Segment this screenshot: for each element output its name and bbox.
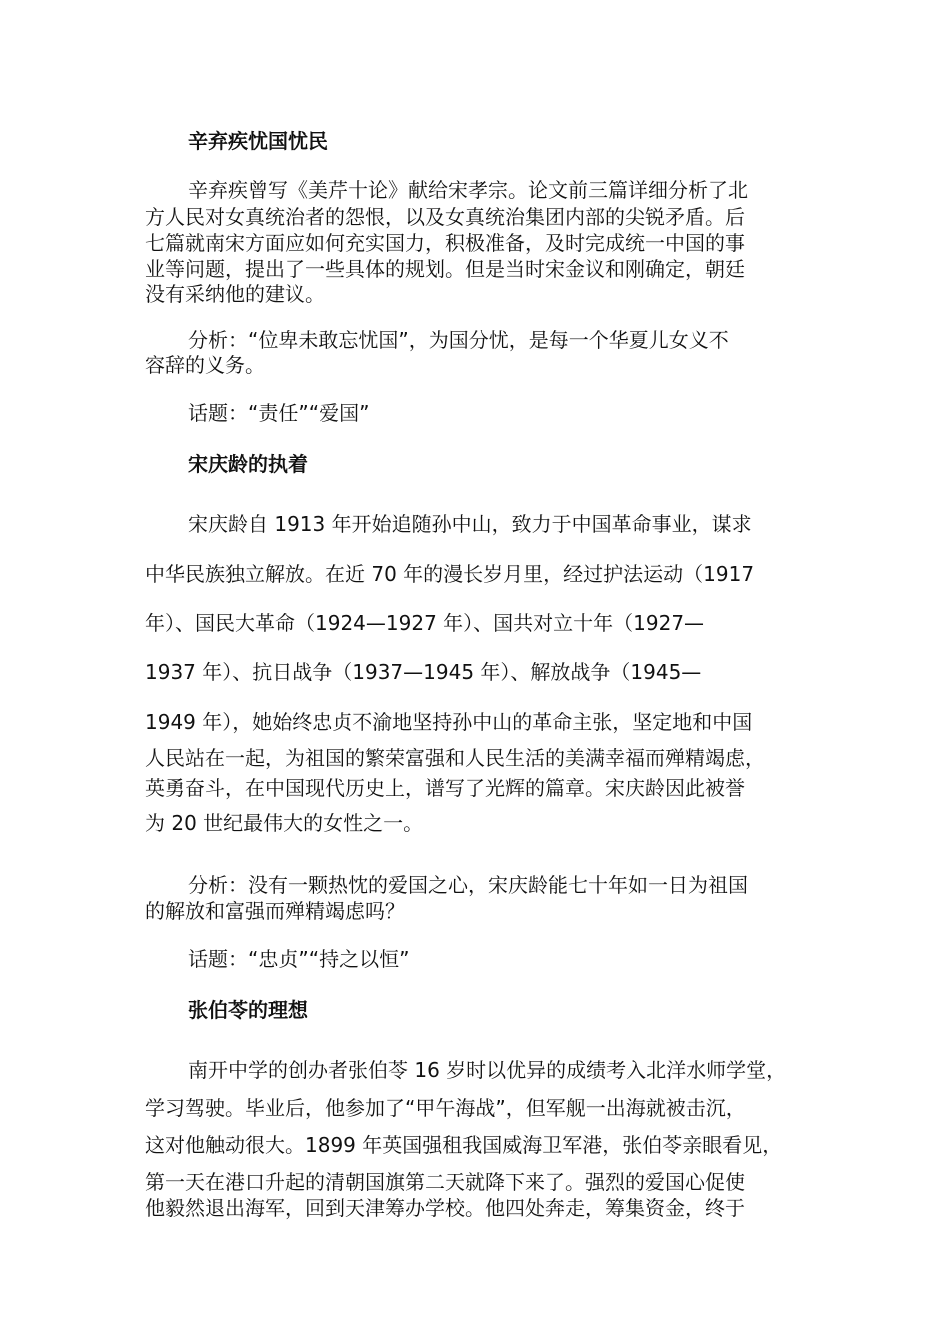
paragraph-line: 中华民族独立解放。在近 70 年的漫长岁月里，经过护法运动（1917	[145, 562, 755, 586]
paragraph-line: 他毅然退出海军，回到天津筹办学校。他四处奔走，筹集资金，终于	[145, 1196, 745, 1220]
paragraph-line: 1949 年），她始终忠贞不渝地坚持孙中山的革命主张，坚定地和中国	[145, 710, 753, 734]
section-title-zhang-boling: 张伯苓的理想	[188, 998, 308, 1022]
paragraph-line: 宋庆龄自 1913 年开始追随孙中山，致力于中国革命事业，谋求	[188, 512, 752, 536]
topic-line: 话题：“责任”“爱国”	[188, 401, 370, 425]
analysis-line: 的解放和富强而殚精竭虑吗？	[145, 899, 405, 923]
paragraph-line: 方人民对女真统治者的怨恨，以及女真统治集团内部的尖锐矛盾。后	[145, 205, 745, 229]
paragraph-line: 这对他触动很大。1899 年英国强租我国威海卫军港，张伯苓亲眼看见，	[145, 1133, 783, 1157]
paragraph-line: 七篇就南宋方面应如何充实国力，积极准备，及时完成统一中国的事	[145, 231, 745, 255]
paragraph-line: 1937 年）、抗日战争（1937—1945 年）、解放战争（1945—	[145, 660, 702, 684]
paragraph-line: 学习驾驶。毕业后，他参加了“甲午海战”，但军舰一出海就被击沉，	[145, 1096, 746, 1120]
paragraph-line: 南开中学的创办者张伯苓 16 岁时以优异的成绩考入北洋水师学堂，	[188, 1058, 787, 1082]
paragraph-line: 没有采纳他的建议。	[145, 282, 325, 306]
analysis-line: 分析：没有一颗热忱的爱国之心，宋庆龄能七十年如一日为祖国	[188, 873, 748, 897]
paragraph-line: 业等问题，提出了一些具体的规划。但是当时宋金议和刚确定，朝廷	[145, 257, 745, 281]
paragraph-line: 第一天在港口升起的清朝国旗第二天就降下来了。强烈的爱国心促使	[145, 1170, 745, 1194]
paragraph-line: 年）、国民大革命（1924—1927 年）、国共对立十年（1927—	[145, 611, 705, 635]
paragraph-line: 英勇奋斗，在中国现代历史上，谱写了光辉的篇章。宋庆龄因此被誉	[145, 776, 745, 800]
section-title-xin-qiji: 辛弃疾忧国忧民	[188, 129, 328, 153]
paragraph-line: 为 20 世纪最伟大的女性之一。	[145, 811, 424, 835]
paragraph-line: 辛弃疾曾写《美芹十论》献给宋孝宗。论文前三篇详细分析了北	[188, 178, 748, 202]
analysis-line: 分析：“位卑未敢忘忧国”，为国分忧，是每一个华夏儿女义不	[188, 328, 729, 352]
analysis-line: 容辞的义务。	[145, 353, 265, 377]
section-title-song-qingling: 宋庆龄的执着	[188, 452, 308, 476]
paragraph-line: 人民站在一起，为祖国的繁荣富强和人民生活的美满幸福而殚精竭虑，	[145, 746, 765, 770]
topic-line: 话题：“忠贞”“持之以恒”	[188, 947, 410, 971]
